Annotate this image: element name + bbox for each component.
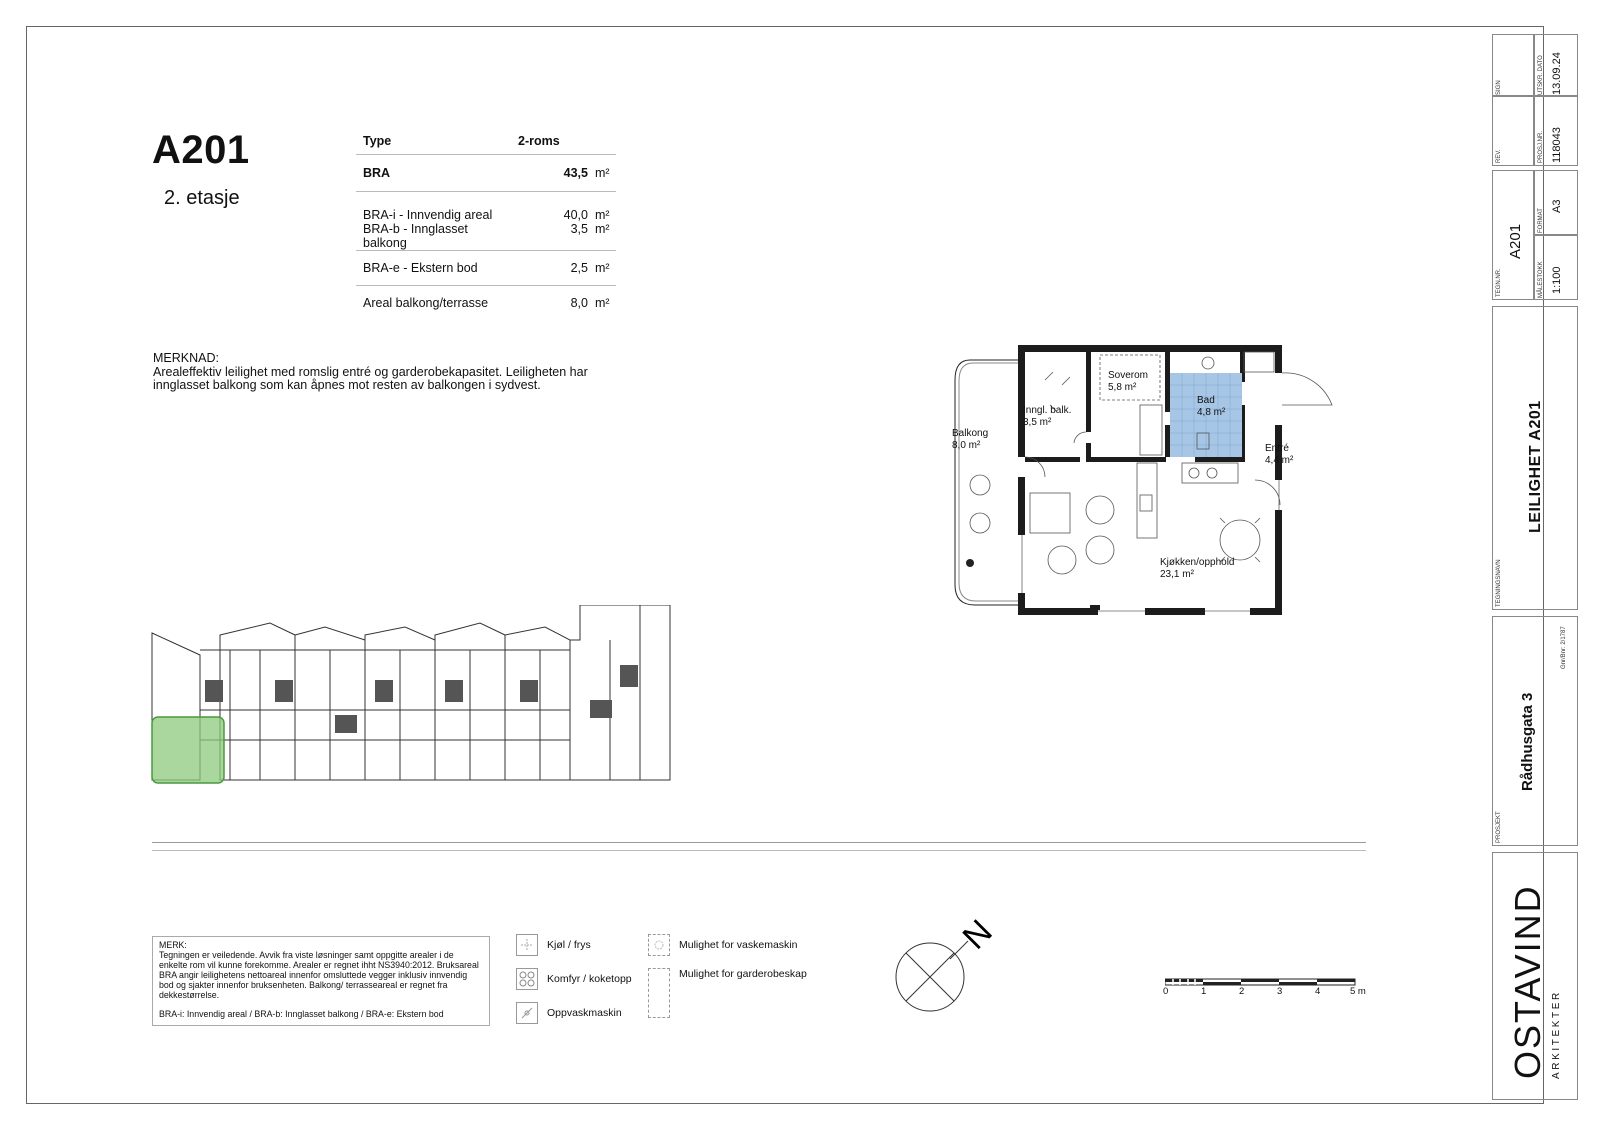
- area-row: [356, 155, 616, 192]
- tb-tegningsnavn: [1492, 306, 1578, 610]
- disclaimer-box: [152, 936, 490, 1026]
- area-label: BRA: [356, 155, 511, 192]
- room-balkong: [952, 428, 988, 452]
- tegn-value: A201: [1507, 223, 1524, 259]
- floor-label: 2. etasje: [164, 187, 240, 209]
- highlighted-unit: [152, 717, 224, 783]
- remark-block: [153, 352, 623, 393]
- dishwasher-icon: [516, 1002, 538, 1024]
- legend-label: Komfyr / koketopp: [547, 973, 632, 985]
- area-label: BRA-e - Ekstern bod: [356, 251, 511, 286]
- format-label: FORMAT: [1538, 208, 1544, 233]
- room-bad: [1197, 395, 1225, 419]
- fridge-icon: [516, 934, 538, 956]
- company-logo-sub: ARKITEKTER: [1551, 990, 1562, 1079]
- tb-prosj: [1534, 96, 1578, 166]
- tegn-label: TEGN.NR.: [1496, 268, 1502, 297]
- legend-label: Mulighet for vaskemaskin: [679, 939, 798, 951]
- legend-garderobe: [648, 968, 807, 1018]
- divider: [152, 850, 1366, 851]
- prosjekt-value: Rådhusgata 3: [1519, 692, 1536, 791]
- compass: [895, 912, 1005, 1022]
- scale-label: 4: [1315, 986, 1321, 997]
- room-entre: [1265, 443, 1293, 467]
- scale-label: 3: [1277, 986, 1283, 997]
- type-value: 2-roms: [511, 128, 616, 155]
- tb-logo: [1492, 852, 1578, 1100]
- area-value: 8,0: [570, 296, 588, 310]
- legend-label: Kjøl / frys: [547, 939, 591, 951]
- tegningsnavn-value: LEILIGHET A201: [1527, 400, 1544, 533]
- type-label: Type: [356, 128, 511, 155]
- stove-icon: [516, 968, 538, 990]
- tb-utskr: [1534, 34, 1578, 96]
- area-value: 2,5: [511, 251, 590, 286]
- room-inngl-balkong: [1023, 405, 1071, 429]
- disclaimer-body: Tegningen er veiledende. Avvik fra viste løsninger samt oppgitte arealer i de enkelte rom vil kunne forekomme. Arealer er regnet ihht NS3940:2012. Bruksareal BRA angir leilighetens nettoareal innenfor omsluttede vegger inklusiv innvendig bod og sjakter innenfor bruksenheten. Balkong/ terrasseareal er regnet fra dekkestørrelse.: [159, 950, 479, 1000]
- area-label: BRA-b - Innglasset balkong: [356, 222, 511, 251]
- scale-bar: [1165, 978, 1360, 988]
- scale-label: 0: [1163, 986, 1169, 997]
- key-plan: [150, 605, 675, 785]
- area-unit: m²: [590, 222, 616, 251]
- prosjekt-label: PROSJEKT: [1496, 811, 1502, 843]
- tegningsnavn-label: TEGNINGSNAVN: [1496, 559, 1502, 607]
- area-row: [356, 251, 616, 286]
- malestokk-label: MÅLESTOKK: [1538, 261, 1544, 298]
- area-label: BRA-i - Innvendig areal: [363, 208, 493, 222]
- wardrobe-icon: [648, 968, 670, 1018]
- area-table: [356, 128, 616, 320]
- tb-format: [1534, 170, 1578, 235]
- area-value: 3,5: [511, 222, 590, 251]
- balcony-outline: [955, 360, 1020, 605]
- tb-rev: [1492, 96, 1534, 166]
- sign-label: SIGN: [1496, 80, 1502, 95]
- legend-kjol: [516, 934, 591, 956]
- remark-text: Arealeffektiv leilighet med romslig entré og garderobekapasitet. Leiligheten har innglasset balkong som kan åpnes mot resten av balkongen i sydvest.: [153, 364, 588, 392]
- area-unit: m²: [590, 251, 616, 286]
- legend-label: Mulighet for garderobeskap: [679, 968, 807, 980]
- area-unit: m²: [595, 208, 610, 222]
- room-name: Entré: [1265, 443, 1289, 454]
- area-value: 40,0: [563, 208, 588, 222]
- disclaimer-heading: MERK:: [159, 940, 187, 950]
- area-value: 43,5: [511, 155, 590, 192]
- scale-label: 1: [1201, 986, 1207, 997]
- area-unit: m²: [590, 155, 616, 192]
- area-unit: m²: [595, 296, 610, 310]
- room-name: Inngl. balk.: [1023, 405, 1072, 416]
- disclaimer-footer: BRA-i: Innvendig areal / BRA-b: Innglasset balkong / BRA-e: Ekstern bod: [159, 1009, 444, 1019]
- north-label: N: [955, 912, 1000, 957]
- room-kjokken: [1160, 557, 1235, 581]
- room-area: 8,0 m²: [952, 440, 981, 451]
- divider: [152, 842, 1366, 843]
- room-name: Balkong: [952, 428, 989, 439]
- area-row-type: [356, 128, 616, 155]
- room-area: 3,5 m²: [1023, 417, 1052, 428]
- utskr-label: UTSKR. DATO: [1538, 55, 1544, 95]
- legend-komfyr: [516, 968, 632, 990]
- legend-label: Oppvaskmaskin: [547, 1007, 622, 1019]
- prosj-label: PROSJ.NR.: [1538, 130, 1544, 163]
- prosj-value: 118043: [1551, 127, 1563, 163]
- tb-malestokk: [1534, 235, 1578, 300]
- gnr-label: Gnr/Bnr: 2/1787: [1561, 626, 1567, 669]
- legend-vaskemaskin: [648, 934, 797, 956]
- company-logo: OSTAVIND: [1507, 884, 1548, 1079]
- area-row: [356, 222, 616, 251]
- wardrobe-marker: [1244, 352, 1274, 372]
- room-name: Kjøkken/opphold: [1160, 557, 1235, 568]
- utskr-value: 13.09.24: [1551, 52, 1563, 95]
- tb-tegn: [1492, 170, 1534, 300]
- room-area: 5,8 m²: [1108, 382, 1137, 393]
- area-label: Areal balkong/terrasse: [363, 296, 489, 310]
- malestokk-value: 1:100: [1551, 266, 1563, 294]
- washing-machine-icon: [648, 934, 670, 956]
- legend-oppvask: [516, 1002, 622, 1024]
- scale-label: 5 m: [1350, 986, 1366, 997]
- area-row: [356, 192, 616, 223]
- room-area: 4,8 m²: [1197, 407, 1226, 418]
- remark-heading: MERKNAD:: [153, 351, 219, 365]
- apartment-id: A201: [152, 128, 250, 172]
- format-value: A3: [1551, 199, 1563, 213]
- room-soverom: [1108, 370, 1148, 394]
- room-name: Bad: [1197, 395, 1215, 406]
- scale-label: 2: [1239, 986, 1245, 997]
- area-row: [356, 286, 616, 321]
- room-name: Soverom: [1108, 370, 1149, 381]
- tb-prosjekt: [1492, 616, 1578, 846]
- tb-sign: [1492, 34, 1534, 96]
- rev-label: REV.: [1496, 149, 1502, 163]
- room-area: 23,1 m²: [1160, 569, 1194, 580]
- room-area: 4,4 m²: [1265, 455, 1294, 466]
